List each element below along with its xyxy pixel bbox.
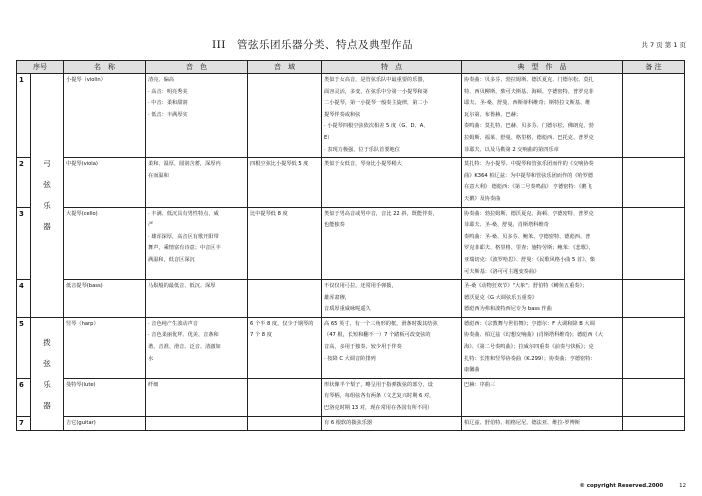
timbre-cell: 柔和、温厚，圆润含蓄，深厚内 在而温和 (146, 158, 248, 207)
instrument-name: 中提琴(viola) (64, 158, 146, 207)
timbre-cell: 清亮、偏高 · 高音：明亮秀美 · 中音：柔和甜润 · 低音：丰满厚实 (146, 74, 248, 158)
copyright-text: © copyright Reserved.2000 (579, 483, 664, 489)
instrument-name: 曼特琴(lute) (64, 378, 146, 416)
range-cell (248, 378, 322, 416)
works-cell: 圣-桑《动物狂欢节》"大象"；舒伯特《鳟鱼五重奏》； 德沃夏克《G 大调弦乐五重奏》 德彪西为弗和波特西尼专为 bass 作曲 (462, 280, 623, 318)
table-row (17, 317, 685, 378)
col-header-works: 典 型 作 品 (462, 61, 623, 74)
range-cell (248, 280, 322, 318)
notes-cell (623, 317, 685, 378)
row-number: 7 (17, 416, 31, 431)
features-cell: 形状像半个梨子，略呈用于指弹拨弦的部分，设 有琴柄，每组弦各有两条（文艺复兴时期 6 对， 巴洛克时期 13 对，现在常用在各国有所不同） (322, 378, 462, 416)
row-number: 3 (17, 207, 31, 280)
row-number: 1 (17, 74, 31, 158)
notes-cell (623, 158, 685, 207)
category-plucked-strings: 拨 弦 乐 器 (31, 317, 64, 430)
col-header-features: 特 点 (322, 61, 462, 74)
row-number: 5 (17, 317, 31, 378)
header-row (17, 61, 685, 74)
instrument-name: 竖琴（harp） (64, 317, 146, 378)
table-row (17, 280, 685, 318)
notes-cell (623, 280, 685, 318)
notes-cell (623, 74, 685, 158)
range-cell (248, 74, 322, 158)
category-bowed-strings: 弓 弦 乐 器 (31, 74, 64, 318)
instrument-name: 低音提琴(bass) (64, 280, 146, 318)
col-header-no: 序号 (17, 61, 64, 74)
notes-cell (623, 207, 685, 280)
instrument-name: 小提琴（violin） (64, 74, 146, 158)
page-info: 共 7 页 第 1 页 (641, 41, 686, 49)
features-cell: 类似于女高音，是管弦乐队中最重要的乐器， 面容灵活，多变，在弦乐中分第一小提琴和第 二小提琴，第一小提琴一般奏主旋律，第二小 提琴伴奏或和弦 · 小提琴四根空弦依次相差 5 度（G、D、A、 E） · 表现力极强，位于乐队首要地位 (322, 74, 462, 158)
col-header-name: 名 称 (64, 61, 146, 74)
row-number: 2 (17, 158, 31, 207)
range-cell: 比中提琴低 8 度 (248, 207, 322, 280)
works-cell: 巴赫：序曲三 (462, 378, 623, 416)
features-cell: 类似于女低音，琴身比小提琴稍大 (322, 158, 462, 207)
works-cell: 协奏曲：勃拉姆斯、德沃夏克、海顿、亨德密特、普罗克 菲耶夫、圣-桑、舒曼、肖斯塔科维奇 奏鸣曲：圣-桑、贝多芬、鲍苯、亨德密特、德彪西、普 罗克菲耶夫、格里格、里查；施特劳斯；鲍苯：《悲歌》、 亚瑞切克：《波罗哈思》、舒曼：《民歌风格小曲 5 首》、柴 可夫斯基：《洛可可主题变奏曲》 (462, 207, 623, 280)
table-row (17, 74, 685, 158)
table-row (17, 378, 685, 416)
table-row (17, 158, 685, 207)
timbre-cell: · 丰满、低沉具有男性特点，威 严 · 雄浑深厚，高音区有歌开阳带 舞声，乘情富有诗意；中音区丰 满温和，低音区深沉 (146, 207, 248, 280)
notes-cell (623, 416, 685, 431)
range-cell: 6 个半 8 度，仅少于钢琴的 7 个 8 度 (248, 317, 322, 378)
timbre-cell: 纤细 (146, 378, 248, 416)
features-cell: 类似于男高音或男中音，音比 22 斜，既能伴奏， 也能独奏 (322, 207, 462, 280)
features-cell: 高 65 英寸，有一个三角形的框，滑条时拨其结弦 （47 根，长短和翻不一）7 个踏板可改变弦的 音高，多用于独奏，较少用于伴奏 · 按降 C 大调音阶排列 (322, 317, 462, 378)
footer-page-number: 12 (679, 483, 686, 489)
footer (580, 483, 686, 489)
range-cell: 四根空弦比小提琴低 5 度 (248, 158, 322, 207)
row-number: 4 (17, 280, 31, 318)
works-cell: 德彪西：《宗教舞与世俗舞》；亨德尔：F 大调和降 B 大调 协奏曲、柏辽兹《幻想交响曲》(肖斯塔科维奇)；德彪西《大 海》、《第二号奏鸣曲》；拉威尔四重奏《前奏与快板》；克 扎特：长笛和竖琴协奏曲（K.299）；协奏曲；亨德密特： 康馨曲 (462, 317, 623, 378)
features-cell: 有 6 根软的拨弦乐器 (322, 416, 462, 431)
page-title: III 管弦乐团乐器分类、特点及典型作品 (212, 39, 413, 51)
timbre-cell: 马鬃般的最低音、低沉、深厚 (146, 280, 248, 318)
works-cell: 协奏曲：贝多芬、勃拉姆斯、德沃夏克、门德尔松、莫扎 特、西贝柳斯、柴可夫斯基、海顿、亨德密特、普罗克菲 耶夫、圣-桑、舒曼、西斯蒂科维奇；斯特拉文斯基、维 瓦尔第、布鲁赫、巴赫； 奏鸣曲：莫扎特、巴赫、贝多芬、门德尔松、佛朗克、勃 拉姆斯、福莱、舒曼、格里格、德彪西、巴托克、普罗克 菲耶夫、以及马勒第 2 交响曲的第四乐章 (462, 74, 623, 158)
col-header-notes: 备 注 (623, 61, 685, 74)
features-cell: 不仅仅用弓拉，还常用手弹拨， 雄浑肃穆， 音质厚重威咏呢遥久 (322, 280, 462, 318)
instrument-name: 吉它(guitar) (64, 416, 146, 431)
range-cell (248, 416, 322, 431)
notes-cell (623, 378, 685, 416)
table-row (17, 416, 685, 431)
timbre-cell (146, 416, 248, 431)
instrument-table (16, 60, 685, 431)
timbre-cell: · 音色纯产生波动声音 · 音色柔丽优拜、优美、音条和 谐、音准、滑音、泛音、清澈如 水 (146, 317, 248, 378)
works-cell: 柏辽兹、舒伯特、帕格尼尼、德法亚、维拉-罗博斯 (462, 416, 623, 431)
instrument-name: 大提琴(cello) (64, 207, 146, 280)
works-cell: 莫扎特：为小提琴、中提琴和管弦乐团而作的《交响协奏 曲》K364 柏辽兹：为中提琴和管弦乐团而作的《哈罗德 在意大利》 德彪西：《第二号奏鸣曲》 亨德密特：《鹅飞 天鹅》及协奏曲 (462, 158, 623, 207)
table-row (17, 207, 685, 280)
col-header-range: 音 域 (248, 61, 322, 74)
col-header-timbre: 音 色 (146, 61, 248, 74)
row-number: 6 (17, 378, 31, 416)
